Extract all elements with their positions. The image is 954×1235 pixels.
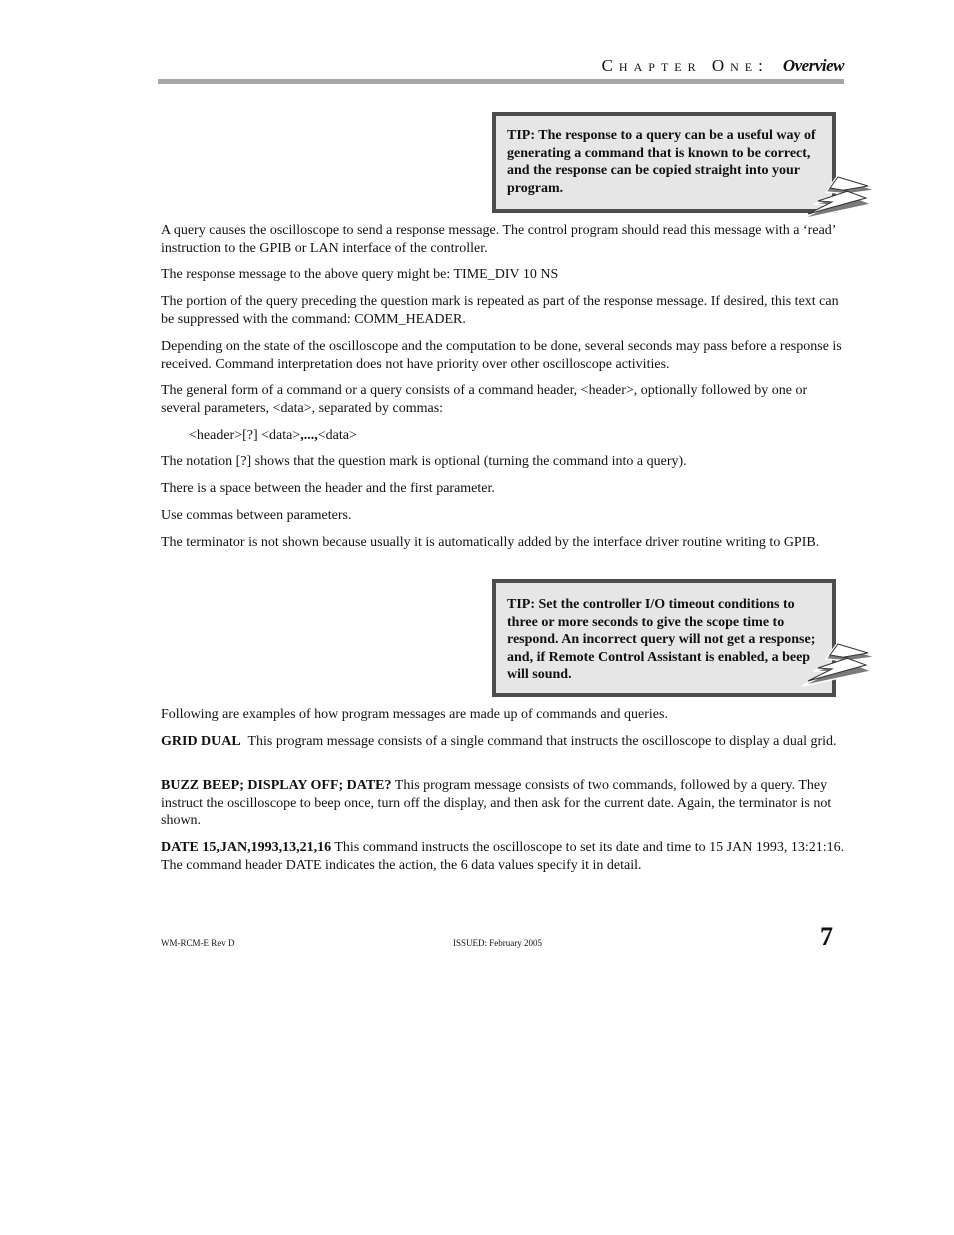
paragraph-timing: Depending on the state of the oscilloscope and the computation to be done, several seconds may pass before a response is received. Command interpretation does not have priority over other oscilloscope activities. — [161, 339, 842, 372]
command-description: This command instructs the oscilloscope to set its date and time to 15 JAN 1993, 13:21:16. The command header DATE indicates the action, the 6 data values specify it in detail. — [161, 840, 845, 873]
command-keyword: DATE 15,JAN,1993,13,21,16 — [161, 840, 332, 855]
page-number: 7 — [820, 922, 833, 951]
tip-box-timeout — [492, 579, 836, 697]
syntax-example — [161, 427, 873, 445]
lightning-bolt-icon — [788, 176, 878, 220]
paragraph-response-example: The response message to the above query might be: TIME_DIV 10 NS — [161, 267, 559, 282]
paragraph-query-intro: A query causes the oscilloscope to send a response message. The control program should read this message with a ‘read’ instruction to the GPIB or LAN interface of the controller. — [161, 223, 836, 256]
command-keyword: GRID DUAL — [161, 734, 241, 749]
paragraph-examples-intro: Following are examples of how program messages are made up of commands and queries. — [161, 707, 668, 722]
paragraph-terminator: The terminator is not shown because usually it is automatically added by the interface driver routine writing to GPIB. — [161, 535, 820, 550]
chapter-label: Chapter One: — [601, 56, 769, 75]
paragraph-space: There is a space between the header and the first parameter. — [161, 481, 495, 496]
section-title: Overview — [782, 56, 844, 75]
tip-label: TIP: — [507, 128, 535, 143]
tip-label: TIP: — [507, 597, 535, 612]
chapter-header — [160, 55, 844, 77]
command-description: This program message consists of two commands, followed by a query. They instruct the oscilloscope to beep once, turn off the display, and then ask for the current date. Again, the terminator is not shown. — [161, 778, 832, 828]
syntax-part: <header>[?] <data> — [189, 428, 301, 443]
paragraph-date — [161, 839, 845, 874]
lightning-bolt-icon — [788, 643, 878, 687]
header-rule — [158, 79, 844, 84]
tip-box-query-response — [492, 112, 836, 213]
footer-doc-id: WM-RCM-E Rev D — [161, 938, 235, 948]
paragraph-query-portion: The portion of the query preceding the question mark is repeated as part of the response message. If desired, this text can be suppressed with the command: COMM_HEADER. — [161, 294, 839, 327]
paragraph-buzz-beep — [161, 777, 845, 830]
command-description: This program message consists of a single command that instructs the oscilloscope to display a dual grid. — [240, 734, 837, 749]
paragraph-general-form: The general form of a command or a query consists of a command header, <header>, optionally followed by one or several parameters, <data>, separated by commas: — [161, 383, 808, 416]
paragraph-notation: The notation [?] shows that the question mark is optional (turning the command into a query). — [161, 454, 687, 469]
syntax-separator: ,..., — [300, 428, 318, 443]
tip-text: The response to a query can be a useful way of generating a command that is known to be correct, and the response can be copied straight into your program. — [507, 128, 816, 196]
paragraph-grid-dual — [161, 733, 845, 751]
tip-text: Set the controller I/O timeout conditions to three or more seconds to give the scope time to respond. An incorrect query will not get a response; and, if Remote Control Assistant is enabled, a beep will sound. — [507, 597, 816, 682]
footer-issued: ISSUED: February 2005 — [453, 938, 542, 948]
paragraph-commas: Use commas between parameters. — [161, 508, 352, 523]
command-keyword: BUZZ BEEP; DISPLAY OFF; DATE? — [161, 778, 392, 793]
syntax-part: <data> — [317, 428, 357, 443]
